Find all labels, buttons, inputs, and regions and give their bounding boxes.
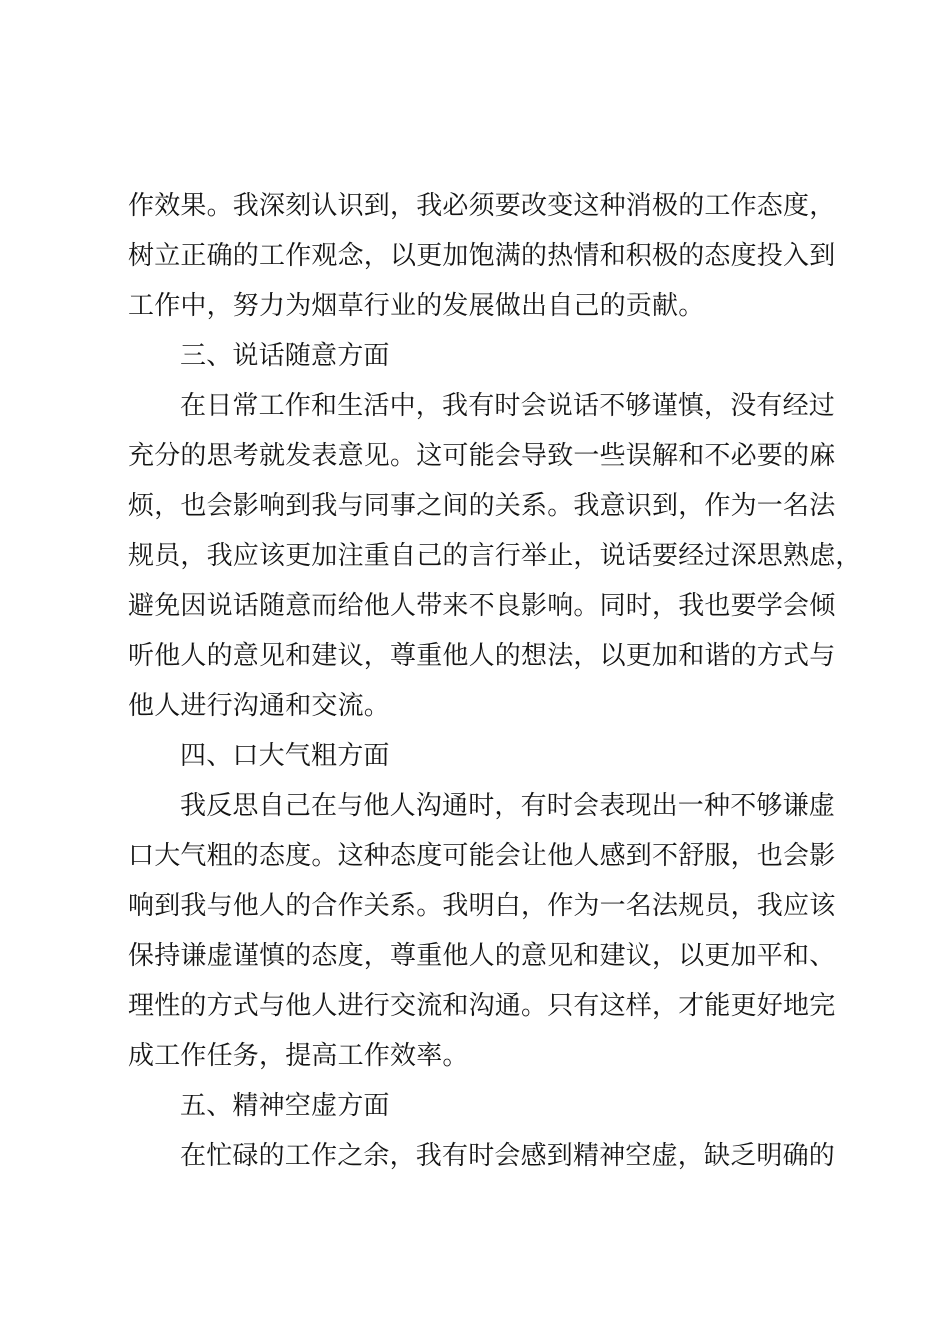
text-line: 成工作任务，提高工作效率。	[128, 1041, 469, 1071]
text-line: 工作中，努力为烟草行业的发展做出自己的贡献。	[128, 291, 705, 321]
text-line: 口大气粗的态度。这种态度可能会让他人感到不舒服，也会影	[128, 841, 836, 871]
text-line: 树立正确的工作观念，以更加饱满的热情和积极的态度投入到	[128, 241, 836, 271]
text-line: 规员，我应该更加注重自己的言行举止，说话要经过深思熟虑，	[128, 541, 862, 571]
text-line: 在日常工作和生活中，我有时会说话不够谨慎，没有经过	[180, 391, 836, 421]
section-heading: 三、说话随意方面	[180, 341, 390, 371]
text-line: 保持谦虚谨慎的态度，尊重他人的意见和建议，以更加平和、	[128, 941, 836, 971]
section-heading: 四、口大气粗方面	[180, 741, 390, 771]
text-line: 我反思自己在与他人沟通时，有时会表现出一种不够谦虚	[180, 791, 836, 821]
text-line: 烦，也会影响到我与同事之间的关系。我意识到，作为一名法	[128, 491, 836, 521]
text-line: 他人进行沟通和交流。	[128, 691, 391, 721]
text-line: 听他人的意见和建议，尊重他人的想法，以更加和谐的方式与	[128, 641, 836, 671]
section-heading: 五、精神空虚方面	[180, 1091, 390, 1121]
text-line: 响到我与他人的合作关系。我明白，作为一名法规员，我应该	[128, 891, 836, 921]
document-body	[128, 181, 862, 1181]
text-line: 作效果。我深刻认识到，我必须要改变这种消极的工作态度，	[128, 191, 836, 221]
text-line: 充分的思考就发表意见。这可能会导致一些误解和不必要的麻	[128, 441, 836, 471]
text-line: 在忙碌的工作之余，我有时会感到精神空虚，缺乏明确的	[180, 1141, 836, 1171]
text-line: 避免因说话随意而给他人带来不良影响。同时，我也要学会倾	[128, 591, 836, 621]
text-line: 理性的方式与他人进行交流和沟通。只有这样，才能更好地完	[128, 991, 836, 1021]
